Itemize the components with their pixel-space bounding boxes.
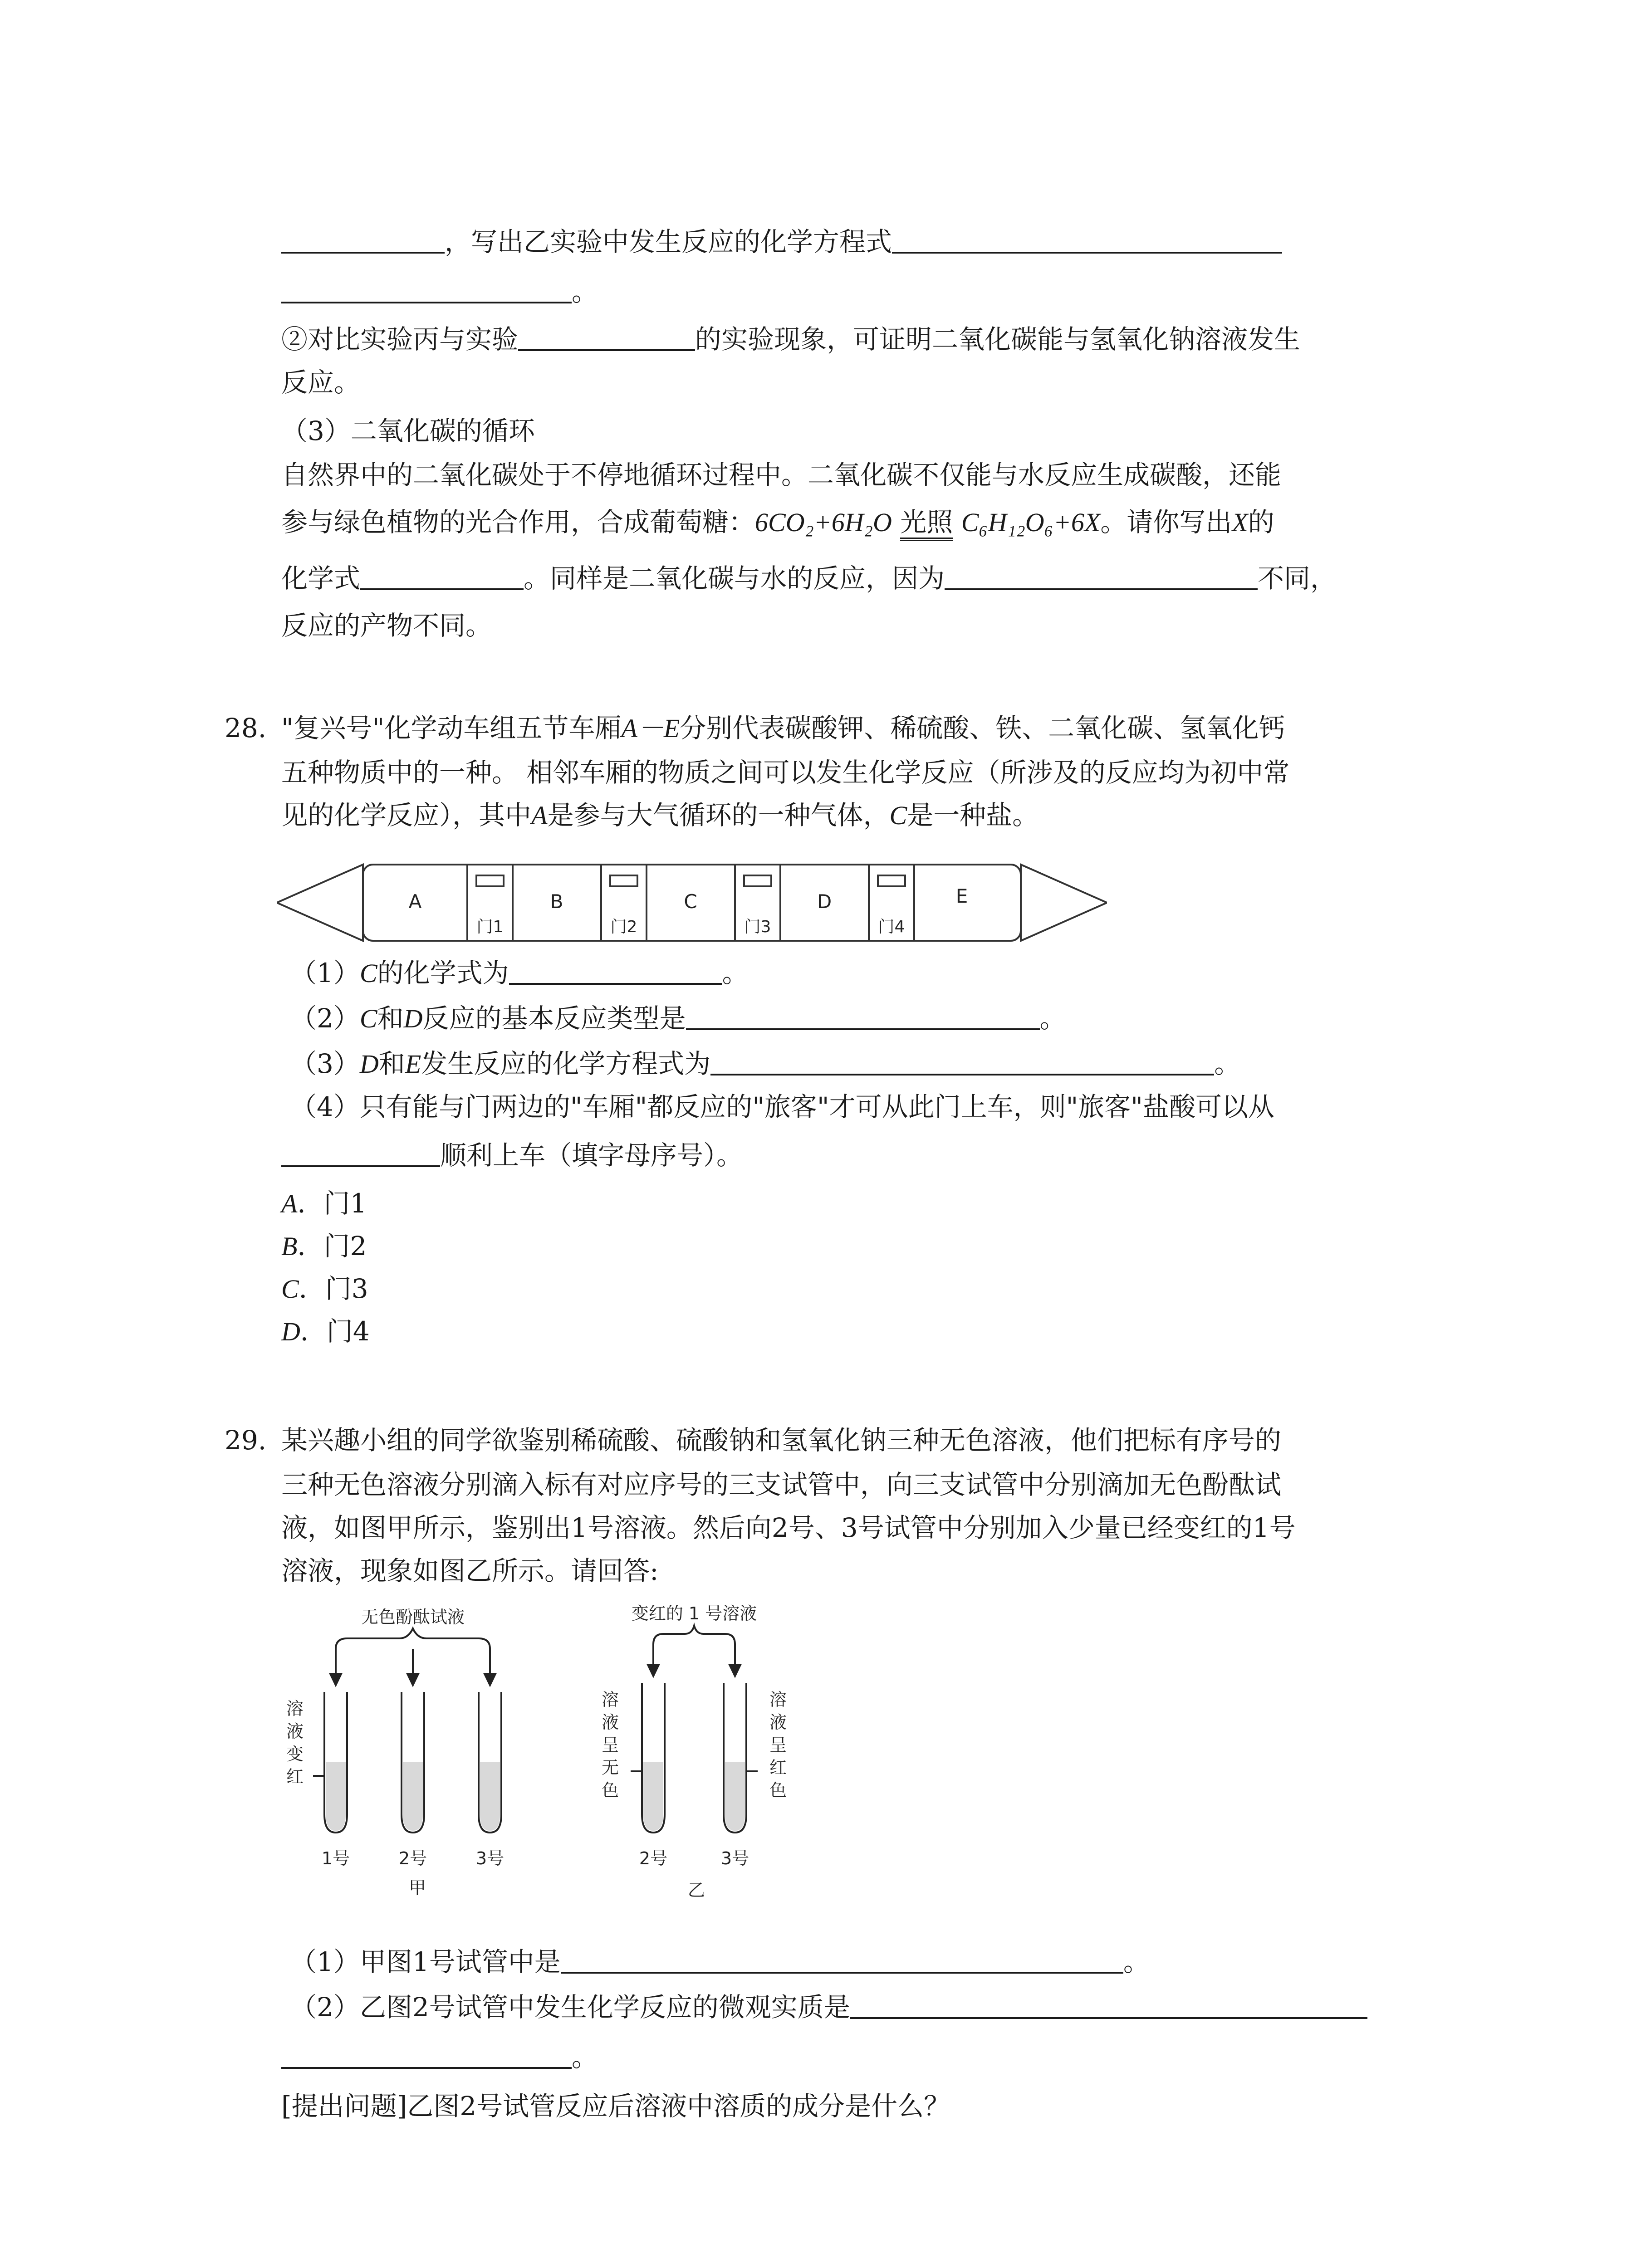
q29-text: （1）甲图1号试管中是 [290,1946,561,1977]
var-c: C [889,801,907,830]
q28-text: 分别代表碳酸钾、稀硫酸、铁、二氧化碳、氢氧化钙 [680,713,1285,743]
q28-text: 见的化学反应），其中 [281,800,532,831]
door-label: 门2 [610,918,637,936]
answer-blank[interactable] [281,278,572,303]
var-c: C [359,958,377,988]
q29-line1: 某兴趣小组的同学欲鉴别稀硫酸、硫酸钠和氢氧化钠三种无色溶液，他们把标有序号的 [281,1425,1282,1456]
train-diagram [277,853,1107,953]
q27-text: 。请你写出 [1100,507,1232,538]
door-label: 门3 [744,918,771,936]
answer-blank[interactable] [518,326,695,351]
q29-text: （2）乙图2号试管中发生化学反应的微观实质是 [290,1992,850,2023]
q28-line3 [281,799,1038,831]
car-label: D [817,890,832,913]
period: 。 [1123,1946,1150,1977]
period: 。 [1214,1048,1241,1079]
q29-line4: 溶液，现象如图乙所示。请回答: [281,1555,659,1586]
answer-blank[interactable] [686,1005,1040,1030]
figure-caption: 乙 [687,1880,705,1900]
q28-line1 [281,712,1285,744]
q29-sub2 [290,1991,1367,2023]
brace [653,1626,735,1644]
var-a: A [531,801,548,830]
option-letter: C [281,1274,299,1304]
q27-line7 [281,506,1274,538]
tube-label: 2号 [639,1848,668,1868]
var-d: D [403,1004,423,1033]
car-label: B [550,890,563,913]
figure-caption: 甲 [408,1878,426,1898]
figure-yi [585,1601,803,1937]
fig-top-label: 无色酚酞试液 [361,1607,465,1627]
q28-sub4: （4）只有能与门两边的"车厢"都反应的"旅客"才可从此门上车，则"旅客"盐酸可以从 [290,1091,1274,1122]
answer-blank[interactable] [892,228,1282,254]
q27-line9: 反应的产物不同。 [281,610,492,641]
q29-line2: 三种无色溶液分别滴入标有对应序号的三支试管中，向三支试管中分别滴加无色酚酞试 [281,1469,1282,1500]
q29-sub1 [290,1946,1150,1978]
fig-top-label: 变红的 1 号溶液 [631,1603,757,1623]
option-letter: A [281,1189,298,1218]
equation-condition: 光照 [900,507,953,541]
side-label-char: 变 [286,1744,304,1764]
question-number: 29. [225,1425,267,1456]
q27-line6: 自然界中的二氧化碳处于不停地循环过程中。二氧化碳不仅能与水反应生成碳酸，还能 [281,459,1282,490]
answer-blank[interactable] [281,228,445,254]
left-label-char: 液 [601,1712,619,1732]
period: 。 [572,2042,598,2072]
q28-text: "复兴号"化学动车组五节车厢 [281,713,622,743]
door-label: 门1 [476,918,504,936]
q28-line2: 五种物质中的一种。 相邻车厢的物质之间可以发生化学反应（所涉及的反应均为初中常 [281,757,1290,788]
q27-text: 化学式 [281,563,361,594]
q27-text: 的实验现象，可证明二氧化碳能与氢氧化钠溶液发生 [695,324,1301,355]
tube-label: 3号 [720,1848,749,1868]
q29-question: [提出问题]乙图2号试管反应后溶液中溶质的成分是什么？ [281,2091,950,2121]
var-d: D [359,1049,379,1079]
option-b[interactable] [281,1230,367,1262]
q28-text: （3） [290,1048,360,1079]
left-label-char: 呈 [601,1735,619,1755]
var-range: A－E [621,714,680,743]
q27-line4: 反应。 [281,367,361,398]
q27-line2 [281,276,598,308]
q28-text: （2） [290,1003,360,1034]
q28-sub4-cont [281,1139,743,1171]
q28-text: 是参与大气循环的一种气体， [547,800,890,831]
side-label-char: 红 [286,1767,304,1787]
right-label-char: 色 [769,1780,787,1800]
q28-text: 的化学式为 [377,958,509,988]
right-label-char: 呈 [769,1735,787,1755]
figure-jia [277,1601,567,1937]
car-label: A [408,890,422,913]
answer-blank[interactable] [945,565,1258,590]
answer-blank[interactable] [360,565,524,590]
answer-blank[interactable] [710,1050,1214,1075]
left-label-char: 色 [601,1780,619,1800]
var-c: C [359,1004,377,1033]
q27-line8 [281,562,1337,594]
option-text: ．门1 [297,1188,367,1219]
q27-text: ，写出乙实验中发生反应的化学方程式 [445,226,892,257]
answer-blank[interactable] [850,1994,1367,2019]
option-a[interactable] [281,1188,367,1220]
option-c[interactable] [281,1273,368,1305]
q28-sub1 [290,957,749,989]
car-label: C [684,890,697,913]
answer-blank[interactable] [281,1142,440,1167]
q28-text: 反应的基本反应类型是 [422,1003,686,1034]
train-tail [1021,865,1107,941]
side-label-char: 溶 [286,1699,304,1719]
equation-products: C₆H₁₂O₆+6X [961,508,1101,537]
left-label-char: 溶 [601,1690,619,1710]
right-label-char: 液 [769,1712,787,1732]
period: 。 [572,276,598,307]
question-number: 28. [225,713,267,743]
q28-text: （1） [290,958,360,988]
answer-blank[interactable] [561,1948,1123,1974]
period: 。 [1039,1003,1066,1034]
answer-blank[interactable] [281,2043,572,2069]
q28-text: 是一种盐。 [907,800,1039,831]
period: 。 [722,958,749,988]
q27-line3 [281,323,1300,355]
q28-text: 和 [378,1048,405,1079]
option-text: ．门2 [297,1231,367,1261]
left-label-char: 无 [601,1758,619,1778]
q28-sub2 [290,1002,1066,1035]
var-e: E [405,1049,421,1079]
q27-text: 的 [1248,507,1274,538]
q27-text: 。同样是二氧化碳与水的反应，因为 [524,563,945,594]
option-d[interactable] [281,1315,370,1348]
tube-label: 1号 [321,1848,350,1868]
car-label: E [955,885,968,907]
right-label-char: 溶 [769,1690,787,1710]
q28-text: 和 [377,1003,404,1034]
right-label-char: 红 [769,1758,787,1778]
option-letter: D [281,1317,300,1346]
var-x: X [1232,508,1248,537]
q29-sub2-cont [281,2041,598,2073]
tube-label: 2号 [398,1848,427,1868]
q27-text: ②对比实验丙与实验 [281,324,519,355]
option-text: ．门4 [300,1316,370,1347]
q27-line1 [281,226,1282,258]
option-letter: B [281,1232,298,1261]
q28-sub3 [290,1048,1240,1080]
q27-subheading: （3）二氧化碳的循环 [281,415,535,446]
brace [336,1628,490,1649]
q27-text: 参与绿色植物的光合作用，合成葡萄糖： [281,507,755,538]
equation-reactants: 6CO₂+6H₂O [755,508,892,537]
door-label: 门4 [878,918,905,936]
tube-label: 3号 [475,1848,505,1868]
q28-text: 顺利上车（填字母序号）。 [440,1140,743,1171]
option-text: ．门3 [299,1273,368,1304]
side-label-char: 液 [286,1721,304,1741]
q29-line3: 液，如图甲所示，鉴别出1号溶液。然后向2号、3号试管中分别加入少量已经变红的1号 [281,1512,1296,1543]
q27-text: 不同， [1258,563,1337,594]
q28-text: 发生反应的化学方程式为 [421,1048,711,1079]
answer-blank[interactable] [509,959,722,985]
train-head [277,865,363,941]
